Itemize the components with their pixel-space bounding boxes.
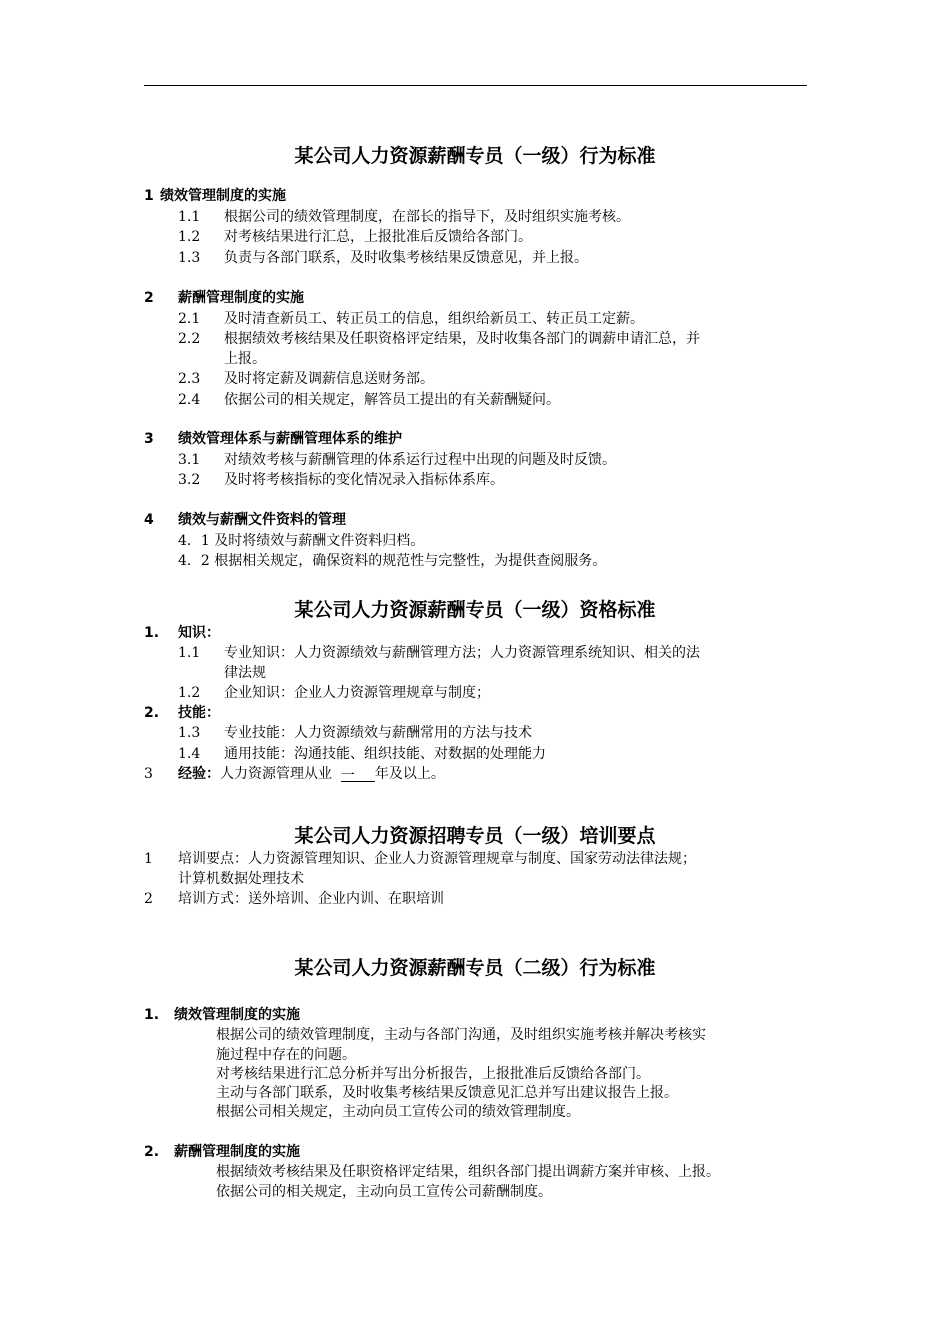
item-number: 1.1 — [178, 209, 201, 225]
group-heading: 薪酬管理制度的实施 — [178, 290, 304, 306]
paragraph-line: 根据公司的绩效管理制度，主动与各部门沟通，及时组织实施考核并解决考核实 — [216, 1027, 706, 1043]
group-number: 2 — [144, 290, 154, 306]
group-heading: 绩效管理体系与薪酬管理体系的维护 — [178, 431, 402, 447]
group-number: 2. — [144, 705, 160, 721]
item-text-continued: 上报。 — [224, 351, 266, 367]
item-number: 2.3 — [178, 371, 201, 387]
item-number: 2.4 — [178, 392, 201, 408]
experience-line — [178, 764, 445, 784]
section-title: 某公司人力资源薪酬专员（一级）行为标准 — [294, 145, 656, 167]
item-number: 3.1 — [178, 452, 201, 468]
item-text: 对绩效考核与薪酬管理的体系运行过程中出现的问题及时反馈。 — [224, 452, 616, 468]
group-heading: 绩效管理制度的实施 — [160, 188, 286, 204]
experience-tail: 年及以上。 — [374, 766, 445, 782]
item-text: 企业知识：企业人力资源管理规章与制度； — [224, 685, 490, 701]
item-text: 培训要点：人力资源管理知识、企业人力资源管理规章与制度、国家劳动法律法规； — [178, 851, 696, 867]
item-text-continued: 律法规 — [224, 665, 266, 681]
group-number: 1. — [144, 625, 160, 641]
item-number: 1.2 — [178, 229, 201, 245]
item-text: 通用技能：沟通技能、组织技能、对数据的处理能力 — [224, 746, 546, 762]
header-rule — [144, 85, 807, 86]
group-number: 4 — [144, 512, 154, 528]
years-value: 一 — [340, 768, 355, 784]
paragraph-line: 根据公司相关规定，主动向员工宣传公司的绩效管理制度。 — [216, 1104, 580, 1120]
paragraph-line: 根据绩效考核结果及任职资格评定结果，组织各部门提出调薪方案并审核、上报。 — [216, 1164, 720, 1180]
item-number: 1.3 — [178, 250, 201, 266]
item-text: 培训方式：送外培训、企业内训、在职培训 — [178, 891, 444, 907]
item-text: 及时清查新员工、转正员工的信息，组织给新员工、转正员工定薪。 — [224, 311, 644, 327]
group-heading: 技能： — [178, 705, 220, 721]
section-title: 某公司人力资源招聘专员（一级）培训要点 — [294, 825, 656, 847]
group-number: 3 — [144, 431, 154, 447]
paragraph-line: 依据公司的相关规定，主动向员工宣传公司薪酬制度。 — [216, 1184, 552, 1200]
group-heading: 知识： — [178, 625, 220, 641]
group-number: 3 — [144, 766, 153, 782]
paragraph-line: 施过程中存在的问题。 — [216, 1047, 356, 1063]
item-number: 2.2 — [178, 331, 201, 347]
item-text: 4．1 及时将绩效与薪酬文件资料归档。 — [178, 533, 425, 549]
paragraph-line: 对考核结果进行汇总分析并写出分析报告，上报批准后反馈给各部门。 — [216, 1066, 650, 1082]
years-blank — [341, 766, 375, 782]
item-number: 1 — [144, 851, 153, 867]
group-heading: 薪酬管理制度的实施 — [174, 1144, 300, 1160]
item-number: 1.1 — [178, 645, 201, 661]
group-heading: 绩效管理制度的实施 — [174, 1007, 300, 1023]
item-text-continued: 计算机数据处理技术 — [178, 871, 304, 887]
item-text: 根据绩效考核结果及任职资格评定结果，及时收集各部门的调薪申请汇总，并 — [224, 331, 700, 347]
item-text: 根据公司的绩效管理制度，在部长的指导下，及时组织实施考核。 — [224, 209, 630, 225]
section-title: 某公司人力资源薪酬专员（一级）资格标准 — [294, 599, 656, 621]
group-number: 1. — [144, 1007, 160, 1023]
section-title: 某公司人力资源薪酬专员（二级）行为标准 — [294, 957, 656, 979]
item-text: 专业知识：人力资源绩效与薪酬管理方法；人力资源管理系统知识、相关的法 — [224, 645, 700, 661]
item-number: 1.3 — [178, 725, 201, 741]
item-text: 对考核结果进行汇总，上报批准后反馈给各部门。 — [224, 229, 532, 245]
group-number: 2. — [144, 1144, 160, 1160]
paragraph-line: 主动与各部门联系，及时收集考核结果反馈意见汇总并写出建议报告上报。 — [216, 1085, 678, 1101]
item-text: 专业技能：人力资源绩效与薪酬常用的方法与技术 — [224, 725, 532, 741]
item-text: 及时将考核指标的变化情况录入指标体系库。 — [224, 472, 504, 488]
group-heading: 绩效与薪酬文件资料的管理 — [178, 512, 346, 528]
experience-text: 人力资源管理从业 — [220, 766, 332, 782]
group-heading: 经验： — [178, 766, 220, 782]
item-text: 依据公司的相关规定，解答员工提出的有关薪酬疑问。 — [224, 392, 560, 408]
item-number: 1.2 — [178, 685, 201, 701]
item-number: 2.1 — [178, 311, 201, 327]
item-text: 4．2 根据相关规定，确保资料的规范性与完整性，为提供查阅服务。 — [178, 553, 607, 569]
item-number: 2 — [144, 891, 153, 907]
item-number: 3.2 — [178, 472, 201, 488]
item-text: 负责与各部门联系，及时收集考核结果反馈意见，并上报。 — [224, 250, 588, 266]
item-text: 及时将定薪及调薪信息送财务部。 — [224, 371, 434, 387]
item-number: 1.4 — [178, 746, 201, 762]
group-number: 1 — [144, 188, 154, 204]
